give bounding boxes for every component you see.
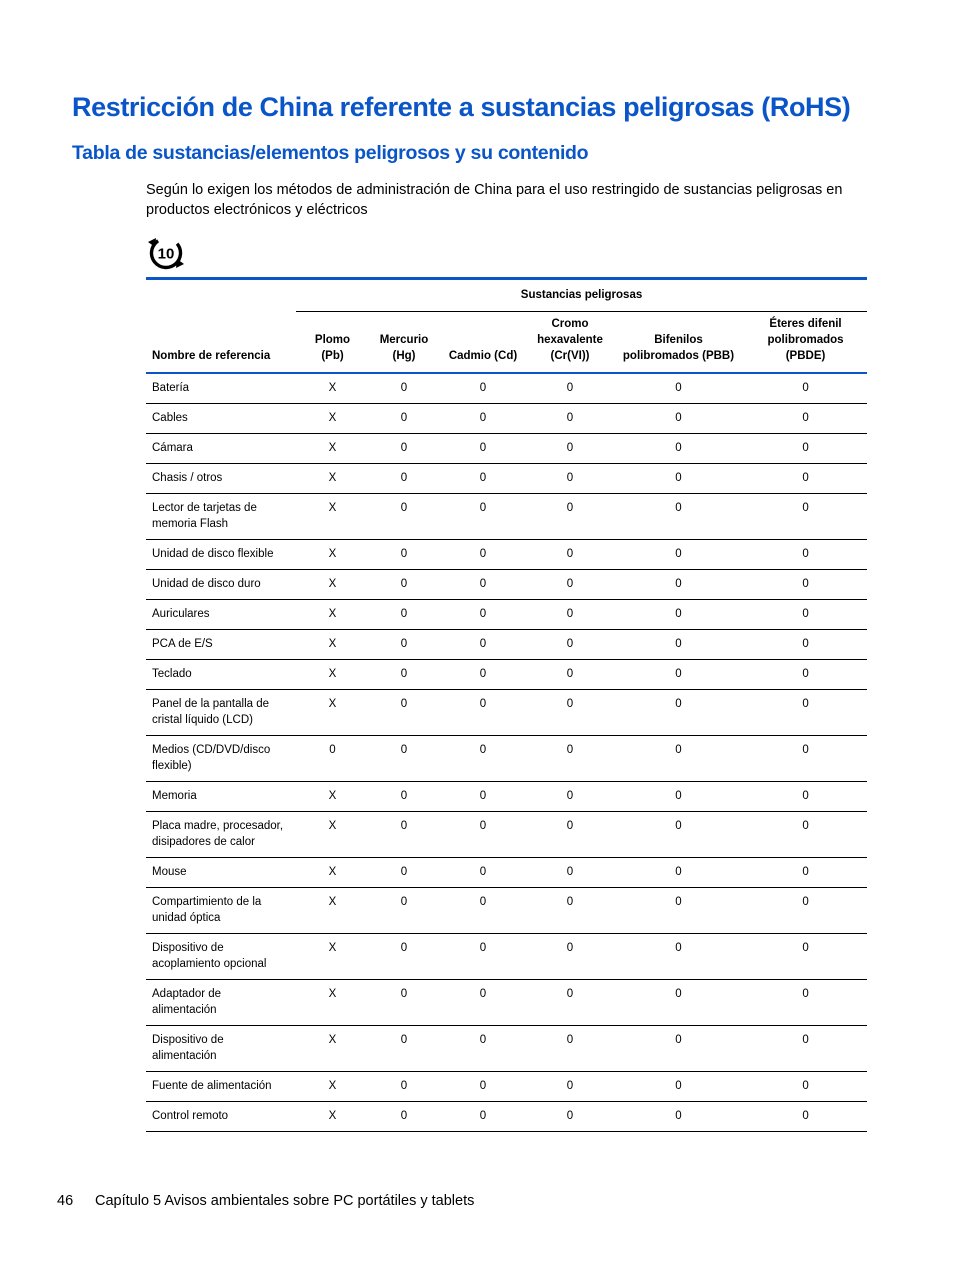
table-row	[146, 1101, 867, 1131]
cell-value: 0	[369, 857, 439, 887]
cell-value: 0	[439, 811, 527, 857]
cell-value: 0	[369, 1101, 439, 1131]
cell-value: 0	[369, 463, 439, 493]
cell-value: 0	[369, 539, 439, 569]
cell-value: X	[296, 887, 369, 933]
cell-value: 0	[527, 463, 613, 493]
cell-value: X	[296, 933, 369, 979]
col-header-pb: Plomo (Pb)	[296, 311, 369, 373]
cell-value: 0	[369, 599, 439, 629]
cell-value: X	[296, 493, 369, 539]
cell-value: X	[296, 403, 369, 433]
svg-text:10: 10	[157, 245, 175, 263]
table-row	[146, 629, 867, 659]
cell-value: 0	[744, 599, 867, 629]
cell-value: 0	[744, 887, 867, 933]
table-row	[146, 887, 867, 933]
table-row	[146, 933, 867, 979]
cell-value: 0	[439, 493, 527, 539]
table-row	[146, 735, 867, 781]
cell-value: 0	[527, 1025, 613, 1071]
cell-value: 0	[744, 569, 867, 599]
cell-value: 0	[527, 811, 613, 857]
cell-part-name: Control remoto	[146, 1101, 296, 1131]
cell-value: 0	[744, 659, 867, 689]
cell-part-name: Dispositivo de acoplamiento opcional	[146, 933, 296, 979]
cell-value: 0	[369, 811, 439, 857]
col-header-name: Nombre de referencia	[146, 311, 296, 373]
cell-value: 0	[439, 1025, 527, 1071]
cell-value: 0	[439, 887, 527, 933]
table-row	[146, 1071, 867, 1101]
col-header-cd: Cadmio (Cd)	[439, 311, 527, 373]
cell-part-name: Adaptador de alimentación	[146, 979, 296, 1025]
cell-value: 0	[744, 403, 867, 433]
cell-value: 0	[527, 887, 613, 933]
table-row	[146, 1025, 867, 1071]
cell-value: 0	[744, 629, 867, 659]
cell-value: 0	[439, 433, 527, 463]
table-row	[146, 979, 867, 1025]
cell-value: X	[296, 857, 369, 887]
table-row	[146, 857, 867, 887]
cell-part-name: Cámara	[146, 433, 296, 463]
cell-part-name: Cables	[146, 403, 296, 433]
cell-value: X	[296, 689, 369, 735]
cell-value: 0	[613, 781, 744, 811]
section-title: Tabla de sustancias/elementos peligrosos y su contenido	[72, 142, 589, 164]
cell-value: 0	[613, 433, 744, 463]
table-row	[146, 433, 867, 463]
cell-part-name: Dispositivo de alimentación	[146, 1025, 296, 1071]
cell-value: 0	[369, 373, 439, 403]
cell-value: 0	[439, 599, 527, 629]
cell-part-name: PCA de E/S	[146, 629, 296, 659]
cell-value: 0	[613, 629, 744, 659]
table-row	[146, 373, 867, 403]
cell-value: 0	[744, 433, 867, 463]
cell-value: 0	[744, 1101, 867, 1131]
cell-value: 0	[613, 689, 744, 735]
cell-value: 0	[744, 1071, 867, 1101]
cell-value: X	[296, 1101, 369, 1131]
cell-value: 0	[527, 493, 613, 539]
cell-value: 0	[527, 403, 613, 433]
col-header-hg: Mercurio (Hg)	[369, 311, 439, 373]
efup-10-years-icon	[146, 234, 186, 272]
cell-value: 0	[613, 569, 744, 599]
cell-value: X	[296, 1025, 369, 1071]
cell-value: 0	[439, 1101, 527, 1131]
cell-value: 0	[744, 463, 867, 493]
cell-value: 0	[613, 373, 744, 403]
cell-value: 0	[613, 599, 744, 629]
cell-value: X	[296, 629, 369, 659]
cell-value: 0	[744, 539, 867, 569]
cell-value: 0	[439, 373, 527, 403]
page-footer	[57, 1193, 474, 1209]
cell-value: 0	[369, 887, 439, 933]
cell-value: 0	[613, 1025, 744, 1071]
page-title: Restricción de China referente a sustancias peligrosas (RoHS)	[72, 92, 851, 122]
cell-value: 0	[369, 689, 439, 735]
cell-value: 0	[439, 629, 527, 659]
cell-value: 0	[613, 857, 744, 887]
cell-value: 0	[369, 493, 439, 539]
table-row	[146, 659, 867, 689]
cell-value: 0	[613, 403, 744, 433]
cell-value: X	[296, 659, 369, 689]
cell-value: 0	[744, 1025, 867, 1071]
cell-value: 0	[527, 1101, 613, 1131]
cell-value: 0	[369, 433, 439, 463]
cell-part-name: Medios (CD/DVD/disco flexible)	[146, 735, 296, 781]
cell-value: 0	[369, 659, 439, 689]
cell-part-name: Unidad de disco flexible	[146, 539, 296, 569]
cell-part-name: Mouse	[146, 857, 296, 887]
cell-value: X	[296, 463, 369, 493]
cell-value: 0	[527, 569, 613, 599]
cell-value: X	[296, 811, 369, 857]
hazardous-substances-table	[146, 277, 867, 1132]
cell-value: X	[296, 569, 369, 599]
cell-value: 0	[369, 933, 439, 979]
cell-value: X	[296, 1071, 369, 1101]
cell-value: 0	[527, 979, 613, 1025]
cell-value: 0	[527, 539, 613, 569]
cell-value: 0	[744, 493, 867, 539]
table-row	[146, 599, 867, 629]
cell-value: 0	[439, 735, 527, 781]
cell-value: 0	[613, 659, 744, 689]
cell-value: 0	[439, 689, 527, 735]
cell-part-name: Chasis / otros	[146, 463, 296, 493]
col-header-pbb: Bifenilos polibromados (PBB)	[613, 311, 744, 373]
cell-part-name: Fuente de alimentación	[146, 1071, 296, 1101]
cell-part-name: Compartimiento de la unidad óptica	[146, 887, 296, 933]
cell-value: 0	[613, 933, 744, 979]
cell-value: 0	[613, 979, 744, 1025]
cell-value: 0	[439, 781, 527, 811]
cell-value: 0	[527, 433, 613, 463]
cell-value: 0	[439, 569, 527, 599]
cell-value: 0	[744, 373, 867, 403]
cell-value: 0	[613, 493, 744, 539]
group-header: Sustancias peligrosas	[296, 280, 867, 311]
cell-value: 0	[527, 373, 613, 403]
cell-part-name: Auriculares	[146, 599, 296, 629]
cell-value: 0	[369, 1025, 439, 1071]
col-header-cr: Cromo hexavalente (Cr(VI))	[527, 311, 613, 373]
cell-value: 0	[369, 735, 439, 781]
cell-value: 0	[744, 811, 867, 857]
cell-value: X	[296, 539, 369, 569]
cell-value: 0	[613, 735, 744, 781]
cell-value: 0	[527, 933, 613, 979]
cell-value: 0	[439, 1071, 527, 1101]
table-row	[146, 403, 867, 433]
cell-value: 0	[439, 539, 527, 569]
cell-value: 0	[744, 933, 867, 979]
cell-part-name: Unidad de disco duro	[146, 569, 296, 599]
cell-value: 0	[369, 629, 439, 659]
cell-value: 0	[613, 539, 744, 569]
cell-value: 0	[439, 979, 527, 1025]
cell-value: 0	[744, 689, 867, 735]
cell-value: 0	[439, 857, 527, 887]
cell-part-name: Teclado	[146, 659, 296, 689]
chapter-title: Capítulo 5 Avisos ambientales sobre PC portátiles y tablets	[95, 1193, 475, 1209]
cell-value: 0	[369, 781, 439, 811]
page-number: 46	[57, 1193, 74, 1209]
cell-value: X	[296, 599, 369, 629]
cell-value: 0	[613, 887, 744, 933]
cell-value: 0	[613, 811, 744, 857]
intro-paragraph: Según lo exigen los métodos de administración de China para el uso restringido de sustancias peligrosas en productos electrónicos y eléctricos	[146, 182, 843, 218]
cell-value: 0	[439, 463, 527, 493]
cell-value: 0	[613, 463, 744, 493]
cell-value: 0	[744, 781, 867, 811]
table-row	[146, 463, 867, 493]
table-row	[146, 811, 867, 857]
cell-value: X	[296, 781, 369, 811]
cell-value: 0	[296, 735, 369, 781]
cell-part-name: Panel de la pantalla de cristal líquido (LCD)	[146, 689, 296, 735]
cell-value: 0	[369, 1071, 439, 1101]
cell-value: 0	[369, 979, 439, 1025]
cell-part-name: Placa madre, procesador, disipadores de calor	[146, 811, 296, 857]
cell-value: 0	[369, 569, 439, 599]
cell-value: 0	[439, 403, 527, 433]
cell-value: 0	[613, 1071, 744, 1101]
table-row	[146, 781, 867, 811]
cell-part-name: Batería	[146, 373, 296, 403]
table-row	[146, 569, 867, 599]
cell-value: 0	[744, 979, 867, 1025]
cell-value: 0	[613, 1101, 744, 1131]
cell-value: 0	[439, 659, 527, 689]
cell-value: X	[296, 373, 369, 403]
cell-part-name: Memoria	[146, 781, 296, 811]
cell-part-name: Lector de tarjetas de memoria Flash	[146, 493, 296, 539]
cell-value: 0	[744, 735, 867, 781]
table-row	[146, 493, 867, 539]
cell-value: 0	[527, 1071, 613, 1101]
cell-value: 0	[527, 629, 613, 659]
cell-value: 0	[369, 403, 439, 433]
cell-value: X	[296, 433, 369, 463]
table-row	[146, 539, 867, 569]
cell-value: 0	[527, 659, 613, 689]
cell-value: 0	[527, 735, 613, 781]
cell-value: 0	[439, 933, 527, 979]
cell-value: 0	[527, 781, 613, 811]
cell-value: 0	[527, 857, 613, 887]
cell-value: 0	[527, 599, 613, 629]
table-row	[146, 689, 867, 735]
cell-value: X	[296, 979, 369, 1025]
col-header-pbde: Éteres difenil polibromados (PBDE)	[744, 311, 867, 373]
cell-value: 0	[527, 689, 613, 735]
cell-value: 0	[744, 857, 867, 887]
